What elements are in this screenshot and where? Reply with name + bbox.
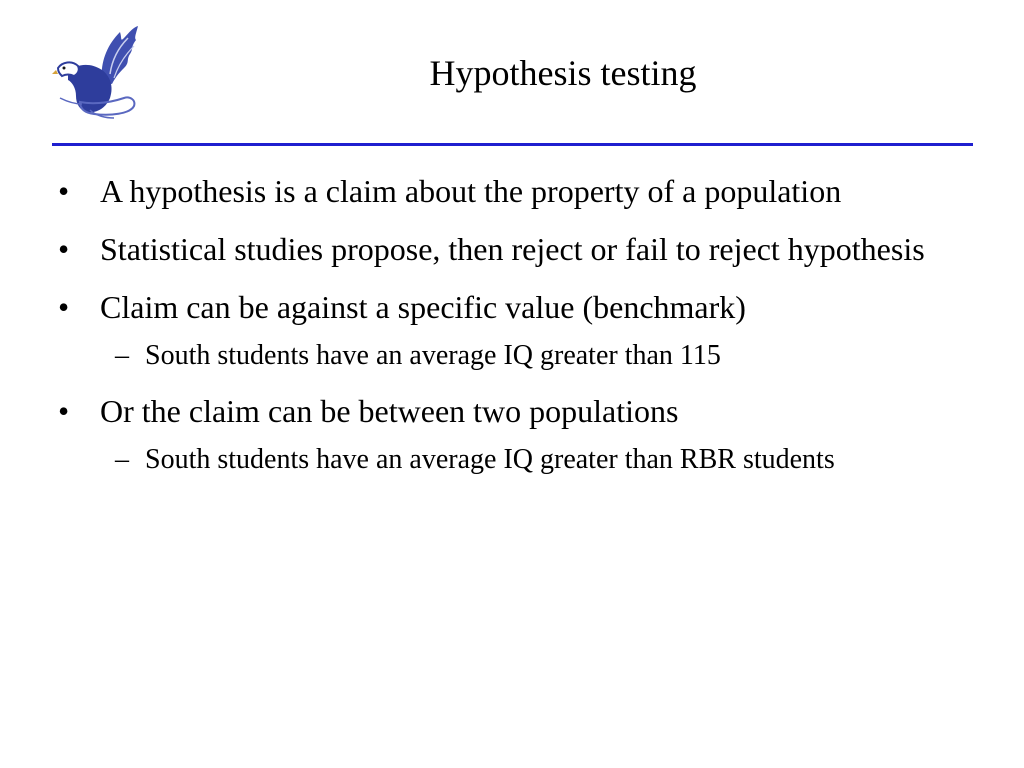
slide-title: Hypothesis testing bbox=[429, 53, 697, 93]
sub-bullet-text: South students have an average IQ greater than RBR students bbox=[145, 444, 835, 475]
bullet-item bbox=[58, 226, 968, 272]
bullet-item bbox=[58, 284, 968, 330]
bullet-text: Claim can be against a specific value (benchmark) bbox=[100, 289, 746, 325]
sub-bullet-marker: – bbox=[115, 444, 129, 475]
sub-bullet-marker: – bbox=[115, 340, 129, 371]
bullet-text: Statistical studies propose, then reject or fail to reject hypothesis bbox=[100, 231, 925, 267]
sub-bullet-text: South students have an average IQ greater than 115 bbox=[145, 340, 721, 371]
bullet-list bbox=[58, 168, 968, 492]
bullet-item bbox=[58, 168, 968, 214]
bullet-text: A hypothesis is a claim about the property of a population bbox=[100, 173, 842, 209]
bullet-text: Or the claim can be between two populations bbox=[100, 393, 679, 429]
bullet-marker: • bbox=[58, 393, 70, 429]
sub-bullet-item bbox=[58, 336, 968, 376]
eagle-icon bbox=[50, 24, 142, 120]
bullet-marker: • bbox=[58, 231, 70, 267]
bullet-item bbox=[58, 388, 968, 434]
bullet-marker: • bbox=[58, 173, 70, 209]
sub-bullet-item bbox=[58, 440, 968, 480]
title-divider bbox=[52, 143, 973, 146]
bullet-marker: • bbox=[58, 289, 70, 325]
